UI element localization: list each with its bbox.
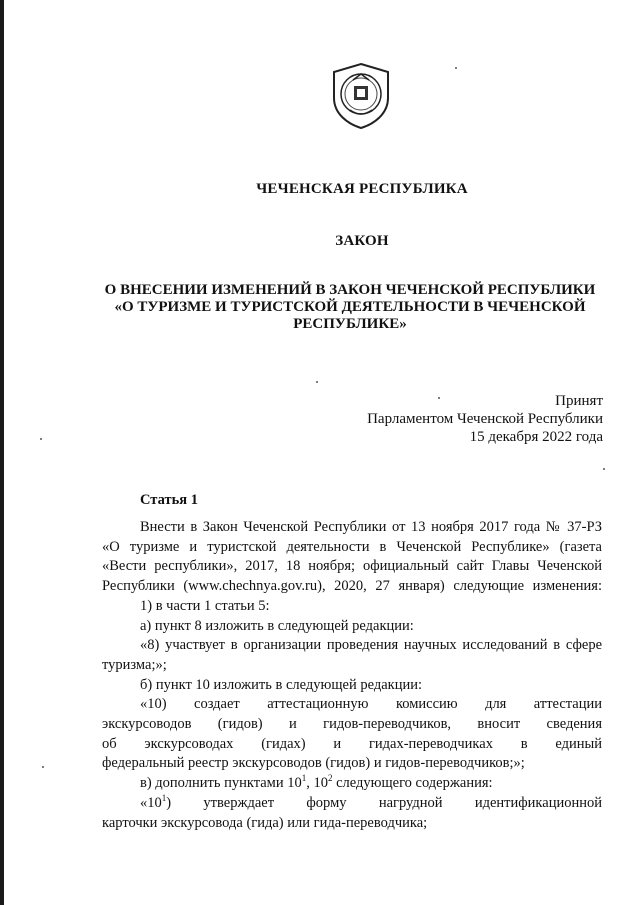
law-title-line: РЕСПУБЛИКЕ» xyxy=(293,316,407,332)
republic-heading: ЧЕЧЕНСКАЯ РЕСПУБЛИКА xyxy=(256,181,468,197)
list-item: 1) в части 1 статьи 5: xyxy=(140,597,270,614)
document-type-heading: ЗАКОН xyxy=(335,233,389,249)
scan-speck xyxy=(603,468,605,470)
adoption-date: 15 декабря 2022 года xyxy=(469,429,603,445)
law-title xyxy=(100,282,600,333)
list-item-text: следующего содержания: xyxy=(332,775,493,792)
paragraph-line: карточки экскурсовода (гида) или гида-переводчика; xyxy=(102,814,428,831)
paragraph-line: федеральный реестр экскурсоводов (гидов) и гидов-переводчиков;»; xyxy=(102,755,525,772)
article-body xyxy=(102,518,602,833)
adoption-body: Парламентом Чеченской Республики xyxy=(367,411,603,427)
scan-speck xyxy=(40,438,42,440)
paragraph-line: туризма;»; xyxy=(102,656,167,673)
paragraph-line: об экскурсоводах (гидах) и гидах-переводчиках в единый xyxy=(102,735,602,752)
list-item xyxy=(102,774,602,794)
intro-line: Внести в Закон Чеченской Республики от 13 ноября 2017 года № 37-РЗ xyxy=(140,519,602,535)
paragraph-line xyxy=(102,794,602,814)
paragraph-line: экскурсоводов (гидов) и гидов-переводчиков, вносит сведения xyxy=(102,716,602,733)
superscript: 1 xyxy=(301,773,307,784)
law-title-line: «О ТУРИЗМЕ И ТУРИСТСКОЙ ДЕЯТЕЛЬНОСТИ В ЧЕЧЕНСКОЙ xyxy=(114,299,586,315)
scan-speck xyxy=(438,397,440,399)
scan-speck xyxy=(455,67,457,69)
scan-left-border xyxy=(0,0,4,905)
intro-line: «О туризме и туристской деятельности в Чеченской Республике» (газета xyxy=(102,538,602,555)
list-item: а) пункт 8 изложить в следующей редакции: xyxy=(140,617,414,634)
paragraph-line: «8) участвует в организации проведения научных исследований в сфере xyxy=(140,637,602,654)
intro-line: «Вести республики», 2017, 18 ноября; официальный сайт Главы Чеченской xyxy=(102,558,602,575)
list-item-text: в) дополнить пунктами 10 xyxy=(140,775,302,792)
coat-of-arms-emblem xyxy=(330,62,392,130)
superscript: 1 xyxy=(161,793,167,804)
intro-line: Республики (www.chechnya.gov.ru), 2020, 27 января) следующие изменения: xyxy=(102,578,602,595)
scan-speck xyxy=(316,381,318,383)
article-heading: Статья 1 xyxy=(140,492,198,508)
list-item: б) пункт 10 изложить в следующей редакции: xyxy=(140,676,422,693)
adoption-status: Принят xyxy=(555,393,603,409)
paragraph-text: ) утверждает форму нагрудной идентификационной xyxy=(166,794,602,811)
paragraph-text: «10 xyxy=(140,794,162,811)
paragraph-line: «10) создает аттестационную комиссию для аттестации xyxy=(140,696,602,713)
scan-speck xyxy=(42,766,44,768)
list-item-text: , 10 xyxy=(306,775,328,792)
law-title-line: О ВНЕСЕНИИ ИЗМЕНЕНИЙ В ЗАКОН ЧЕЧЕНСКОЙ РЕСПУБЛИКИ xyxy=(104,282,596,298)
superscript: 2 xyxy=(327,773,333,784)
adoption-block xyxy=(367,392,603,446)
